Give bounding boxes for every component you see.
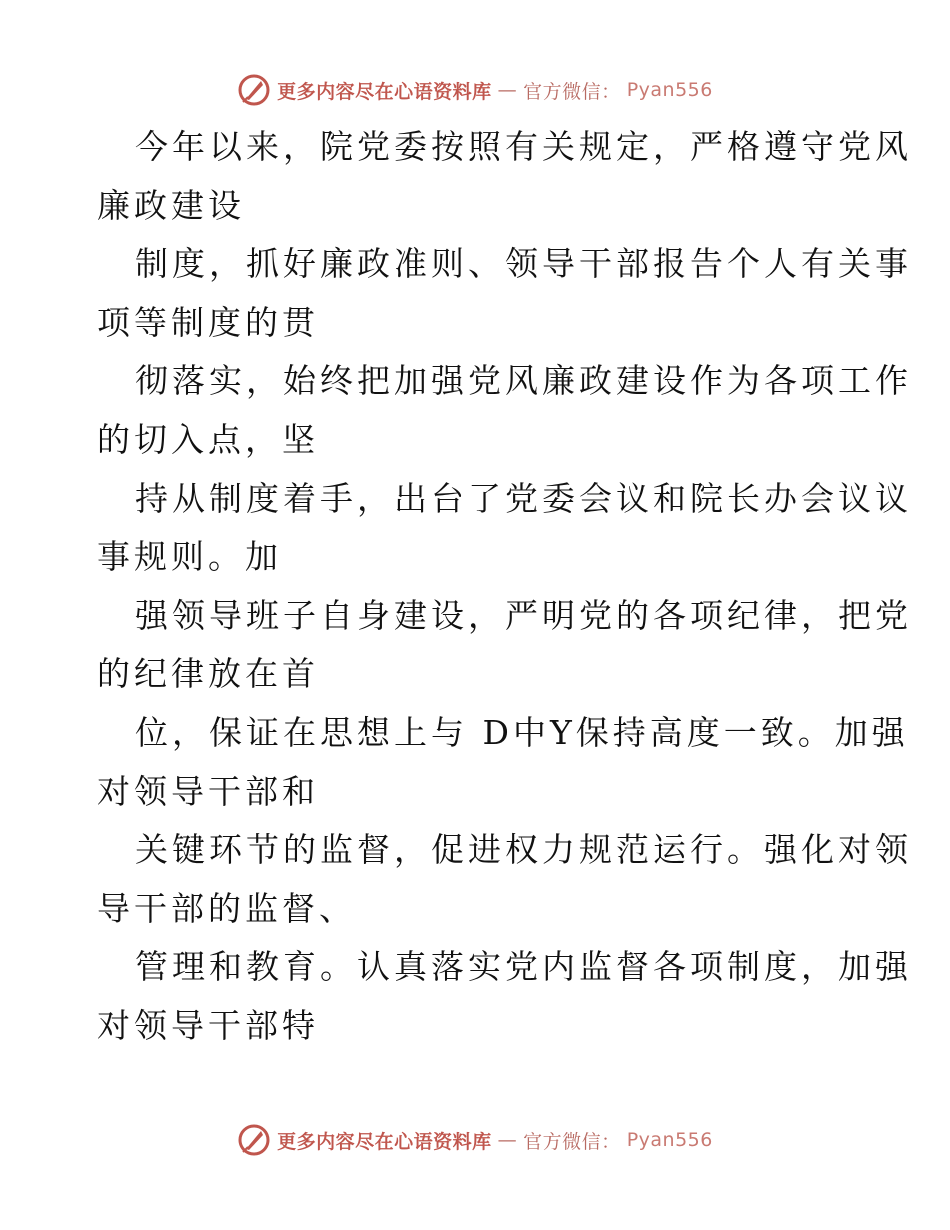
watermark-separator: — <box>497 79 518 101</box>
header-watermark <box>0 70 950 110</box>
text-line: 制度，抓好廉政准则、领导干部报告个人有关事 <box>135 244 912 284</box>
text-line: 彻落实，始终把加强党风廉政建设作为各项工作 <box>135 361 912 401</box>
watermark-id: Pyan556 <box>626 79 713 101</box>
text-line: 对领导干部特 <box>97 1005 319 1045</box>
watermark-label: 官方微信： <box>523 1130 621 1153</box>
text-line: 项等制度的贯 <box>97 302 319 342</box>
text-line: 关键环节的监督，促进权力规范运行。强化对领 <box>135 830 912 870</box>
text-line: 强领导班子自身建设，严明党的各项纪律，把党 <box>135 595 912 635</box>
text-line: 今年以来，院党委按照有关规定，严格遵守党风 <box>135 127 912 166</box>
text-line: 事规则。加 <box>97 537 282 577</box>
text-line: 管理和教育。认真落实党内监督各项制度，加强 <box>135 947 912 987</box>
text-line: 对领导干部和 <box>97 771 319 811</box>
text-line: 导干部的监督、 <box>97 888 356 928</box>
feather-pen-icon <box>237 1123 271 1157</box>
text-line: 廉政建设 <box>97 185 245 225</box>
footer-watermark <box>0 1120 950 1160</box>
watermark-separator: — <box>497 1129 518 1151</box>
watermark-main-text: 更多内容尽在心语资料库 <box>277 80 492 103</box>
watermark-label: 官方微信： <box>523 80 621 103</box>
text-line: 的纪律放在首 <box>97 654 319 694</box>
feather-pen-icon <box>237 73 271 107</box>
text-line: 位，保证在思想上与 D中Y保持高度一致。加强 <box>135 712 909 752</box>
text-line: 持从制度着手，出台了党委会议和院长办会议议 <box>135 478 912 518</box>
watermark-main-text: 更多内容尽在心语资料库 <box>277 1130 492 1153</box>
watermark-id: Pyan556 <box>626 1129 713 1151</box>
text-line: 的切入点，坚 <box>97 419 319 459</box>
document-body <box>97 118 912 1056</box>
